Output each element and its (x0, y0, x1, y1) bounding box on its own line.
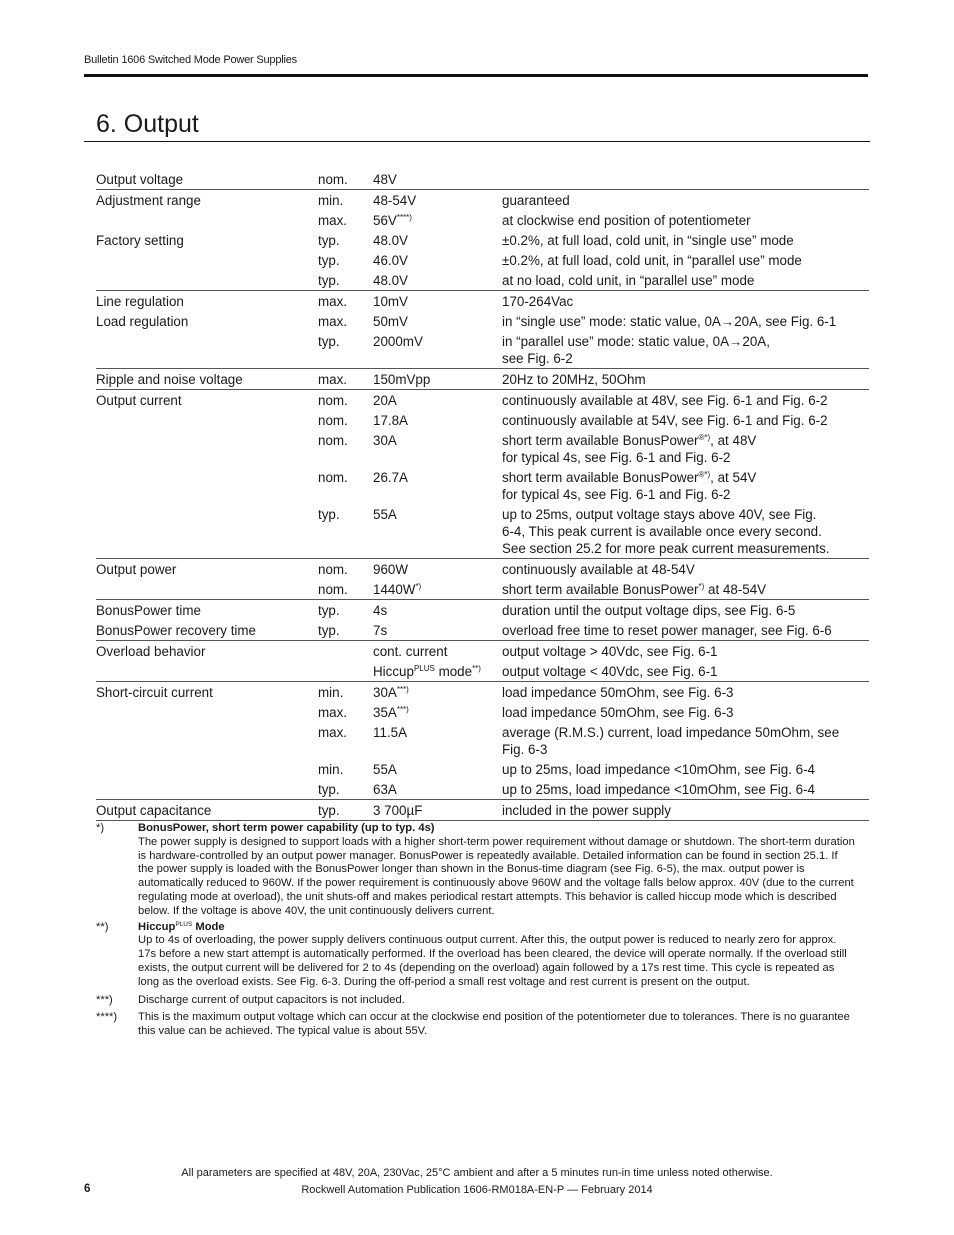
condition-cell (502, 331, 869, 369)
table-row (96, 230, 869, 250)
value-cell (373, 230, 502, 250)
footnote (96, 1011, 856, 1039)
table-row (96, 410, 869, 430)
table-row (96, 169, 869, 190)
value-text: 63A (373, 781, 397, 797)
value-text: 55A (373, 761, 397, 777)
condition-text: output voltage > 40Vdc, see Fig. 6-1 (502, 643, 718, 659)
table-row (96, 190, 869, 211)
qualifier-label: typ. (318, 252, 340, 268)
table-row (96, 800, 869, 821)
qualifier-label: typ. (318, 272, 340, 288)
footnote-marker: ****) (96, 1011, 118, 1024)
condition-text-line: for typical 4s, see Fig. 6-1 and Fig. 6-2 (502, 486, 731, 502)
value-text: 50mV (373, 313, 408, 329)
spec-table-body (96, 169, 869, 821)
table-row (96, 369, 869, 390)
qualifier-label: typ. (318, 506, 340, 522)
section-title: 6. Output (96, 110, 199, 138)
parameter-label: Output current (96, 392, 182, 408)
condition-cell (502, 702, 869, 722)
value-cell (373, 467, 502, 504)
value-cell (373, 291, 502, 312)
qualifier-cell (318, 759, 373, 779)
table-row (96, 641, 869, 662)
value-cell (373, 661, 502, 682)
table-row (96, 579, 869, 600)
footnote (96, 921, 856, 990)
value-superscript: ***) (396, 704, 409, 714)
condition-text: load impedance 50mOhm, see Fig. 6-3 (502, 684, 734, 700)
condition-superscript: ®*) (698, 432, 711, 442)
parameter-label: BonusPower time (96, 602, 201, 618)
condition-superscript: ®*) (698, 469, 711, 479)
condition-cell (502, 504, 869, 559)
parameter-cell (96, 800, 318, 821)
parameter-label: Short-circuit current (96, 684, 213, 700)
qualifier-label: max. (318, 313, 348, 329)
parameter-cell (96, 230, 318, 250)
condition-text: continuously available at 48-54V (502, 561, 695, 577)
qualifier-cell (318, 620, 373, 641)
condition-text: guaranteed (502, 192, 570, 208)
qualifier-cell (318, 270, 373, 291)
parameter-cell (96, 291, 318, 312)
qualifier-cell (318, 311, 373, 331)
condition-text-line: Fig. 6-3 (502, 741, 548, 757)
value-cell (373, 641, 502, 662)
value-cell (373, 800, 502, 821)
value-cell (373, 410, 502, 430)
value-cell (373, 620, 502, 641)
parameter-cell (96, 430, 318, 467)
condition-text: up to 25ms, load impedance <10mOhm, see Fig. 6-4 (502, 761, 815, 777)
qualifier-cell (318, 369, 373, 390)
condition-tail: , at 54V (710, 469, 757, 485)
value-text: Hiccup (373, 663, 414, 679)
condition-cell (502, 169, 869, 190)
condition-cell (502, 190, 869, 211)
footnote-content (138, 994, 856, 1008)
table-row (96, 291, 869, 312)
qualifier-label: typ. (318, 232, 340, 248)
value-cell (373, 430, 502, 467)
footnote-marker: *) (96, 822, 105, 834)
parameter-label: Output capacitance (96, 802, 212, 818)
condition-text: ±0.2%, at full load, cold unit, in “single use” mode (502, 232, 794, 248)
value-text: 48-54V (373, 192, 417, 208)
parameter-cell (96, 682, 318, 703)
parameter-label: BonusPower recovery time (96, 622, 257, 638)
qualifier-label: nom. (318, 171, 348, 187)
qualifier-cell (318, 641, 373, 662)
value-text: 10mV (373, 293, 408, 309)
table-row (96, 504, 869, 559)
condition-cell (502, 390, 869, 411)
table-row (96, 779, 869, 800)
condition-text: duration until the output voltage dips, see Fig. 6-5 (502, 602, 796, 618)
condition-text: short term available BonusPower (502, 469, 699, 485)
qualifier-label: max. (318, 724, 348, 740)
parameter-label: Line regulation (96, 293, 184, 309)
condition-text: continuously available at 54V, see Fig. 6-1 and Fig. 6-2 (502, 412, 828, 428)
qualifier-label: nom. (318, 469, 348, 485)
condition-text: included in the power supply (502, 802, 671, 818)
qualifier-label: typ. (318, 333, 340, 349)
table-row (96, 759, 869, 779)
value-text: 30A (373, 432, 397, 448)
table-row (96, 250, 869, 270)
table-row (96, 390, 869, 411)
running-header: Bulletin 1606 Switched Mode Power Supplies (84, 54, 297, 66)
condition-text: ±0.2%, at full load, cold unit, in “parallel use” mode (502, 252, 802, 268)
qualifier-cell (318, 559, 373, 580)
condition-cell (502, 579, 869, 600)
parameter-cell (96, 369, 318, 390)
condition-cell (502, 759, 869, 779)
qualifier-label: typ. (318, 781, 340, 797)
condition-cell (502, 661, 869, 682)
parameter-label: Output power (96, 561, 177, 577)
table-row (96, 620, 869, 641)
footnote-heading (138, 921, 856, 935)
condition-text: at clockwise end position of potentiometer (502, 212, 751, 228)
parameter-cell (96, 190, 318, 211)
footnote-heading-text: Hiccup (138, 920, 176, 933)
parameter-cell (96, 504, 318, 559)
condition-tail: , at 48V (710, 432, 757, 448)
qualifier-label: typ. (318, 622, 340, 638)
condition-text: 20Hz to 20MHz, 50Ohm (502, 371, 646, 387)
parameter-label: Factory setting (96, 232, 184, 248)
condition-cell (502, 210, 869, 230)
condition-cell (502, 800, 869, 821)
table-row (96, 311, 869, 331)
qualifier-cell (318, 779, 373, 800)
table-row (96, 600, 869, 621)
condition-text: load impedance 50mOhm, see Fig. 6-3 (502, 704, 734, 720)
parameter-cell (96, 702, 318, 722)
condition-cell (502, 467, 869, 504)
condition-superscript: *) (698, 581, 705, 591)
qualifier-cell (318, 331, 373, 369)
table-row (96, 702, 869, 722)
value-cell (373, 390, 502, 411)
qualifier-cell (318, 190, 373, 211)
value-text: 20A (373, 392, 397, 408)
value-text: 17.8A (373, 412, 408, 428)
parameter-cell (96, 410, 318, 430)
footnote-heading (138, 822, 856, 836)
parameter-cell (96, 641, 318, 662)
condition-tail: at 48-54V (704, 581, 767, 597)
value-cell (373, 779, 502, 800)
condition-text-line: 6-4, This peak current is available once every second. (502, 523, 822, 539)
value-cell (373, 331, 502, 369)
parameter-cell (96, 390, 318, 411)
parameter-cell (96, 620, 318, 641)
qualifier-label: max. (318, 704, 348, 720)
value-text: 960W (373, 561, 408, 577)
qualifier-label: nom. (318, 392, 348, 408)
value-cell (373, 722, 502, 759)
condition-text-line: see Fig. 6-2 (502, 350, 573, 366)
qualifier-cell (318, 504, 373, 559)
qualifier-label: nom. (318, 581, 348, 597)
parameter-cell (96, 331, 318, 369)
parameter-cell (96, 600, 318, 621)
qualifier-cell (318, 682, 373, 703)
condition-cell (502, 559, 869, 580)
table-row (96, 682, 869, 703)
value-text: cont. current (373, 643, 448, 659)
qualifier-label: min. (318, 192, 344, 208)
output-spec-table (96, 169, 869, 821)
qualifier-cell (318, 169, 373, 190)
parameter-cell (96, 210, 318, 230)
condition-text-line: See section 25.2 for more peak current measurements. (502, 540, 830, 556)
footnote-content (138, 822, 856, 919)
condition-text: continuously available at 48V, see Fig. 6-1 and Fig. 6-2 (502, 392, 828, 408)
condition-text: 170-264Vac (502, 293, 574, 309)
footnote (96, 994, 856, 1008)
qualifier-label: min. (318, 684, 344, 700)
qualifier-cell (318, 410, 373, 430)
condition-cell (502, 600, 869, 621)
condition-text: in “single use” mode: static value, 0A→20A, see Fig. 6-1 (502, 313, 837, 329)
qualifier-cell (318, 230, 373, 250)
condition-text: up to 25ms, output voltage stays above 40V, see Fig. (502, 506, 817, 522)
footer-publication: Rockwell Automation Publication 1606-RM018A-EN-P — February 2014 (301, 1184, 653, 1196)
qualifier-label: typ. (318, 802, 340, 818)
qualifier-cell (318, 430, 373, 467)
condition-text: overload free time to reset power manager, see Fig. 6-6 (502, 622, 832, 638)
footnotes (96, 822, 856, 1041)
condition-cell (502, 410, 869, 430)
table-row (96, 331, 869, 369)
condition-cell (502, 230, 869, 250)
value-cell (373, 702, 502, 722)
condition-text: in “parallel use” mode: static value, 0A→20A, (502, 333, 770, 349)
value-cell (373, 169, 502, 190)
parameter-cell (96, 759, 318, 779)
qualifier-cell (318, 210, 373, 230)
footnote-text: This is the maximum output voltage which can occur at the clockwise end position of the potentiometer due to tolerances. There is no guarantee this value can be achieved. The typical value is about 55V. (138, 1011, 850, 1038)
qualifier-cell (318, 722, 373, 759)
condition-text: at no load, cold unit, in “parallel use” mode (502, 272, 755, 288)
value-text: 4s (373, 602, 388, 618)
qualifier-label: max. (318, 371, 348, 387)
condition-cell (502, 250, 869, 270)
value-cell (373, 311, 502, 331)
parameter-label: Ripple and noise voltage (96, 371, 243, 387)
footnote-content (138, 921, 856, 990)
value-cell (373, 210, 502, 230)
value-text: 46.0V (373, 252, 408, 268)
parameter-cell (96, 559, 318, 580)
parameter-label: Output voltage (96, 171, 184, 187)
qualifier-label: nom. (318, 432, 348, 448)
page-number: 6 (84, 1183, 91, 1195)
parameter-cell (96, 169, 318, 190)
value-cell (373, 579, 502, 600)
parameter-cell (96, 579, 318, 600)
condition-cell (502, 779, 869, 800)
value-superscript: *) (415, 581, 422, 591)
value-text: 7s (373, 622, 388, 638)
footnote-content (138, 1011, 856, 1039)
value-cell (373, 504, 502, 559)
parameter-label: Overload behavior (96, 643, 206, 659)
value-superscript: ****) (396, 212, 412, 222)
condition-text: short term available BonusPower (502, 581, 699, 597)
qualifier-cell (318, 800, 373, 821)
value-text: 35A (373, 704, 397, 720)
table-row (96, 559, 869, 580)
value-cell (373, 369, 502, 390)
parameter-label: Load regulation (96, 313, 189, 329)
value-text: 3 700µF (373, 802, 423, 818)
condition-cell (502, 369, 869, 390)
condition-cell (502, 682, 869, 703)
qualifier-label: max. (318, 293, 348, 309)
value-text: 48.0V (373, 272, 408, 288)
parameter-cell (96, 722, 318, 759)
footnote-text: Discharge current of output capacitors is not included. (138, 993, 405, 1006)
condition-cell (502, 291, 869, 312)
parameter-cell (96, 250, 318, 270)
qualifier-label: typ. (318, 602, 340, 618)
table-row (96, 270, 869, 291)
value-text: 55A (373, 506, 397, 522)
condition-cell (502, 620, 869, 641)
qualifier-cell (318, 250, 373, 270)
condition-cell (502, 430, 869, 467)
table-row (96, 661, 869, 682)
value-cell (373, 559, 502, 580)
footnote-text: Up to 4s of overloading, the power supply delivers continuous output current. After this, the output power is reduced to nearly zero for approx. 17s before a new start attempt is automatically performed. If the overload has been cleared, the device will operate normally. If the overload still exists, the output current will be delivered for 2 to 4s (depending on the overload) again followed by a 17s rest time. This cycle is repeated as long as the overload exists. See Fig. 6-3. During the off-period a small rest voltage and rest current is present on the output. (138, 934, 847, 988)
value-cell (373, 190, 502, 211)
condition-cell (502, 641, 869, 662)
value-superscript: ***) (396, 684, 409, 694)
qualifier-label: nom. (318, 561, 348, 577)
footnote-text: The power supply is designed to support loads with a higher short-term power requirement without damage or shutdown. The short-term duration is hardware-controlled by an output power manager. BonusPower is repeatedly available. Detailed information can be found in section 25.1. If the power supply is loaded with the BonusPower longer than shown in the Bonus-time diagram (see Fig. 6-5), the max. output power is automatically reduced to 960W. If the power requirement is continuously above 960W and the voltage falls below approx. 40V (due to the current regulating mode at overload), the unit shuts-off and makes periodical restart attempts. This behavior is called hiccup mode which is described below. If the voltage is above 40V, the unit continuously delivers current. (138, 835, 855, 917)
qualifier-cell (318, 600, 373, 621)
value-cell (373, 270, 502, 291)
parameter-cell (96, 270, 318, 291)
condition-text: up to 25ms, load impedance <10mOhm, see Fig. 6-4 (502, 781, 815, 797)
condition-cell (502, 270, 869, 291)
value-text: 56V (373, 212, 397, 228)
value-cell (373, 250, 502, 270)
qualifier-cell (318, 661, 373, 682)
header-rule (84, 74, 868, 77)
value-text: 11.5A (373, 724, 407, 740)
qualifier-cell (318, 702, 373, 722)
footer-note: All parameters are specified at 48V, 20A, 230Vac, 25°C ambient and after a 5 minutes run-in time unless noted otherwise. (181, 1167, 773, 1179)
value-text: 48.0V (373, 232, 408, 248)
value-text: 30A (373, 684, 397, 700)
footnote-marker: ***) (96, 993, 113, 1006)
qualifier-cell (318, 390, 373, 411)
qualifier-label: nom. (318, 412, 348, 428)
table-row (96, 722, 869, 759)
parameter-cell (96, 467, 318, 504)
condition-text: short term available BonusPower (502, 432, 699, 448)
condition-text-line: for typical 4s, see Fig. 6-1 and Fig. 6-2 (502, 449, 731, 465)
condition-cell (502, 311, 869, 331)
value-superscript: **) (472, 663, 481, 673)
value-cell (373, 682, 502, 703)
parameter-cell (96, 779, 318, 800)
footnote-heading-superscript: PLUS (175, 920, 193, 928)
footnote (96, 822, 856, 919)
qualifier-cell (318, 579, 373, 600)
value-superscript: PLUS (413, 663, 435, 673)
qualifier-label: min. (318, 761, 344, 777)
qualifier-cell (318, 467, 373, 504)
condition-text: average (R.M.S.) current, load impedance 50mOhm, see (502, 724, 840, 740)
parameter-cell (96, 661, 318, 682)
parameter-cell (96, 311, 318, 331)
title-rule (84, 141, 870, 142)
value-text: 2000mV (373, 333, 423, 349)
value-text: 26.7A (373, 469, 408, 485)
value-tail: mode (434, 663, 473, 679)
footnote-heading-tail: Mode (192, 920, 225, 933)
value-cell (373, 600, 502, 621)
value-text: 48V (373, 171, 397, 187)
table-row (96, 210, 869, 230)
footnote-marker: **) (96, 920, 109, 933)
qualifier-label: max. (318, 212, 348, 228)
value-text: 1440W (373, 581, 416, 597)
qualifier-cell (318, 291, 373, 312)
condition-cell (502, 722, 869, 759)
footnote-heading-text: BonusPower, short term power capability (up to typ. 4s) (138, 822, 435, 834)
table-row (96, 467, 869, 504)
condition-text: output voltage < 40Vdc, see Fig. 6-1 (502, 663, 718, 679)
parameter-label: Adjustment range (96, 192, 201, 208)
table-row (96, 430, 869, 467)
value-text: 150mVpp (373, 371, 431, 387)
value-cell (373, 759, 502, 779)
